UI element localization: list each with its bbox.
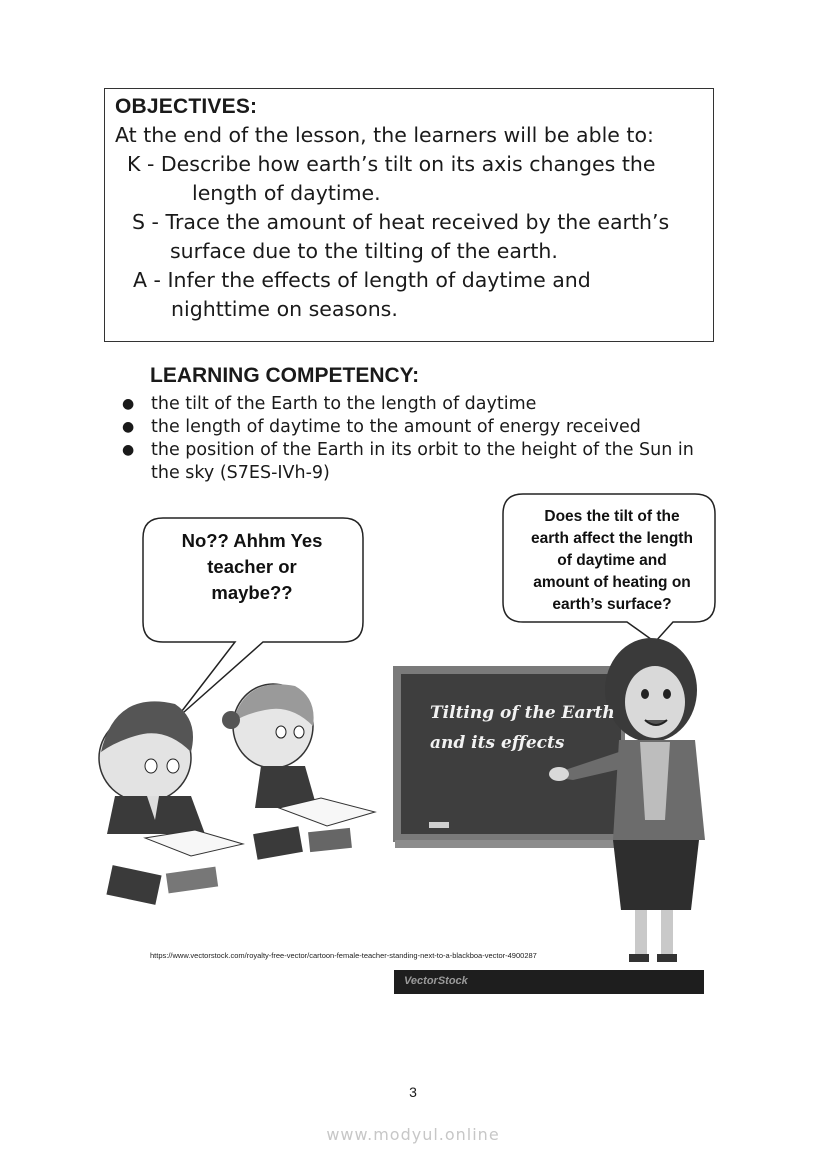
bubble-line: earth’s surface? — [552, 596, 672, 613]
objective-line: length of daytime. — [192, 181, 381, 205]
bubble-line: amount of heating on — [533, 574, 691, 591]
chalk-tray — [395, 840, 623, 848]
bullet-icon: ● — [122, 419, 135, 435]
student-bubble-text — [157, 528, 347, 606]
objectives-intro: At the end of the lesson, the learners will be able to: — [115, 123, 654, 147]
boy-student-figure — [99, 701, 205, 834]
objective-skill — [115, 208, 703, 266]
competency-list — [118, 393, 728, 485]
objective-line: K - Describe how earth’s tilt on its axis changes the — [127, 152, 656, 176]
competency-item — [118, 439, 728, 485]
bubble-line: teacher or — [207, 556, 297, 577]
objective-knowledge — [115, 150, 703, 208]
classroom-illustration — [95, 490, 735, 1010]
teacher-bubble-text — [507, 506, 717, 616]
competency-text: the length of daytime to the amount of energy received — [151, 417, 641, 437]
objective-line: nighttime on seasons. — [171, 297, 398, 321]
image-credit-link[interactable]: https://www.vectorstock.com/royalty-free-vector/cartoon-female-teacher-standing-next-to-a-blackboa-vector-4900287 — [150, 951, 537, 960]
vectorstock-logo: VectorStock — [404, 975, 468, 987]
closed-book — [253, 826, 303, 860]
watermark: www.modyul.online — [326, 1125, 500, 1144]
competency-text: the tilt of the Earth to the length of daytime — [151, 394, 537, 414]
competency-item — [118, 416, 728, 439]
objective-attitude — [115, 266, 703, 324]
closed-book — [166, 867, 218, 894]
closed-book — [106, 865, 161, 905]
bullet-icon: ● — [122, 442, 135, 458]
competency-item — [118, 393, 728, 416]
page-number: 3 — [409, 1084, 417, 1100]
objectives-title: OBJECTIVES: — [115, 95, 258, 118]
bubble-line: No?? Ahhm Yes — [181, 530, 323, 551]
bubble-line: earth affect the length — [531, 530, 693, 547]
blackboard-text — [430, 698, 615, 758]
objective-line: A - Infer the effects of length of daytime and — [133, 268, 591, 292]
objective-line: surface due to the tilting of the earth. — [170, 239, 558, 263]
objective-line: S - Trace the amount of heat received by the earth’s — [132, 210, 670, 234]
closed-book — [308, 828, 352, 852]
competency-text: the position of the Earth in its orbit to the height of the Sun in the sky (S7ES-IVh-9) — [151, 440, 694, 483]
competency-title: LEARNING COMPETENCY: — [150, 364, 420, 387]
objectives-box — [104, 88, 714, 342]
bubble-line: Does the tilt of the — [544, 508, 680, 525]
bullet-icon: ● — [122, 396, 135, 412]
blackboard-line: and its effects — [430, 733, 565, 753]
blackboard-line: Tilting of the Earth — [430, 703, 615, 723]
bubble-line: maybe?? — [211, 582, 293, 603]
eraser — [429, 822, 449, 828]
girl-student-figure — [222, 684, 317, 808]
bubble-line: of daytime and — [557, 552, 667, 569]
